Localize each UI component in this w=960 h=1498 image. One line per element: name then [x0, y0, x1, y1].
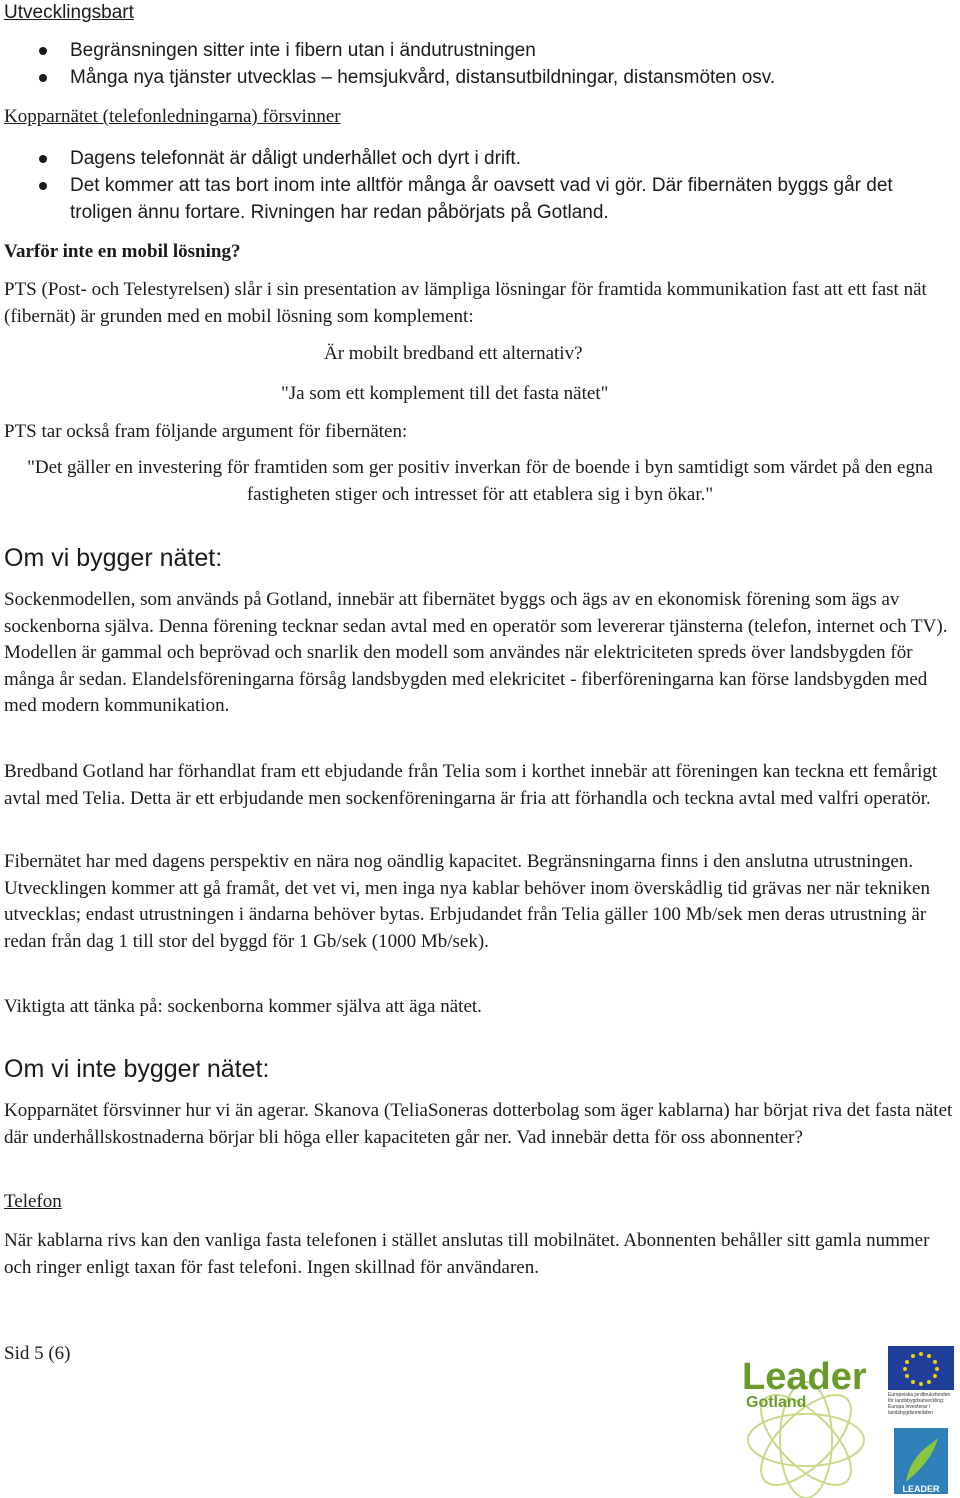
eu-leader-logos — [886, 1342, 956, 1498]
leader-gotland-logo — [736, 1342, 876, 1498]
build-paragraph-4: Viktigta att tänka på: sockenborna kommer själva att äga nätet. — [4, 996, 482, 1017]
build-paragraph-3: Fibernätet har med dagens perspektiv en nära nog oändlig kapacitet. Begränsningarna finns i den anslutna utrustningen. Utvecklingen kommer att gå framåt, det vet vi, men inga nya kablar behöver inom överskådlig tid grävas ner när tekniken utvecklas; endast utrustningen i ändarna behöver bytas. Erbjudandet från Telia gäller 100 Mb/sek men deras utrustning är redan från dag 1 till stor del byggd för 1 Gb/sek (1000 Mb/sek). — [4, 851, 930, 952]
pts-paragraph: PTS (Post- och Telestyrelsen) slår i sin presentation av lämpliga lösningar för framtida kommunikation fast att ett fast nät (fibernät) är grunden med en mobil lösning som komplement: — [4, 279, 927, 327]
pts-answer: "Ja som ett komplement till det fasta nätet" — [281, 383, 609, 404]
page-number: Sid 5 (6) — [4, 1343, 71, 1364]
list-item: Det kommer att tas bort inom inte alltför många år oavsett vad vi gör. Där fibernäten byggs går det troligen ännu fortare. Rivningen har redan påbörjats på Gotland. — [0, 172, 955, 226]
pts-argument-intro: PTS tar också fram följande argument för fibernäten: — [4, 421, 408, 442]
nobuild-paragraph: Kopparnätet försvinner hur vi än agerar. Skanova (TeliaSoneras dotterbolag som äger kablarna) har börjat riva det fasta nätet där underhållskostnaderna börjar bli höga eller kapaciteten går ner. Vad innebär detta för oss abonnenter? — [4, 1100, 953, 1148]
leader-region: Gotland — [746, 1394, 807, 1411]
build-paragraph-2: Bredband Gotland har förhandlat fram ett ebjudande från Telia som i korthet innebär att föreningen kan teckna ett femårigt avtal med Telia. Detta är ett erbjudande men sockenföreningarna är fria att förhandla och teckna avtal med valfri operatör. — [4, 761, 938, 809]
leader-badge-text: LEADER — [902, 1484, 940, 1494]
pts-quote: "Det gäller en investering för framtiden som ger positiv inverkan för de boende i byn samtidigt som värdet på den egna fastigheten stiger och intresset för att etablera sig i byn ökar." — [27, 457, 933, 505]
heading-utvecklingsbart: Utvecklingsbart — [4, 2, 134, 23]
telefon-paragraph: När kablarna rivs kan den vanliga fasta telefonen i stället anslutas till mobilnätet. Abonnenten behåller sitt gamla nummer och ringer enligt taxan för fast telefoni. Ingen skillnad för användaren. — [4, 1230, 930, 1278]
intro-bullet-list — [0, 37, 955, 91]
heading-om-vi-inte-bygger: Om vi inte bygger nätet: — [4, 1055, 270, 1083]
build-paragraph-1: Sockenmodellen, som används på Gotland, innebär att fibernätet byggs och ägs av en ekonomisk förening som ägs av sockenborna själva. Denna förening tecknar sedan avtal med en operatör som levererar tjänsterna (telefon, internet och TV). Modellen är gammal och beprövad och snarlik den modell som användes när elektriciteten spreds över landsbygden för många år sedan. Elandelsföreningarna försåg landsbygden med elekricitet - fiberföreningarna kan förse landsbygden med med modern kommunikation. — [4, 589, 948, 716]
heading-kopparnatet: Kopparnätet (telefonledningarna) försvinner — [4, 106, 341, 127]
heading-om-vi-bygger: Om vi bygger nätet: — [4, 544, 223, 572]
heading-telefon: Telefon — [4, 1191, 62, 1212]
list-item: Dagens telefonnät är dåligt underhållet och dyrt i drift. — [0, 145, 955, 172]
list-item: Många nya tjänster utvecklas – hemsjukvård, distansutbildningar, distansmöten osv. — [0, 64, 955, 91]
heading-mobil-losning: Varför inte en mobil lösning? — [4, 241, 241, 262]
list-item: Begränsningen sitter inte i fibern utan i ändutrustningen — [0, 37, 955, 64]
pts-question: Är mobilt bredband ett alternativ? — [324, 343, 583, 364]
copper-bullet-list — [0, 145, 955, 226]
leader-wordmark: Leader — [742, 1356, 867, 1398]
eu-fund-text: Europeiska jordbruksfonden för landsbygdsutveckling: Europa investerar i landsbygdsområden — [888, 1392, 951, 1416]
